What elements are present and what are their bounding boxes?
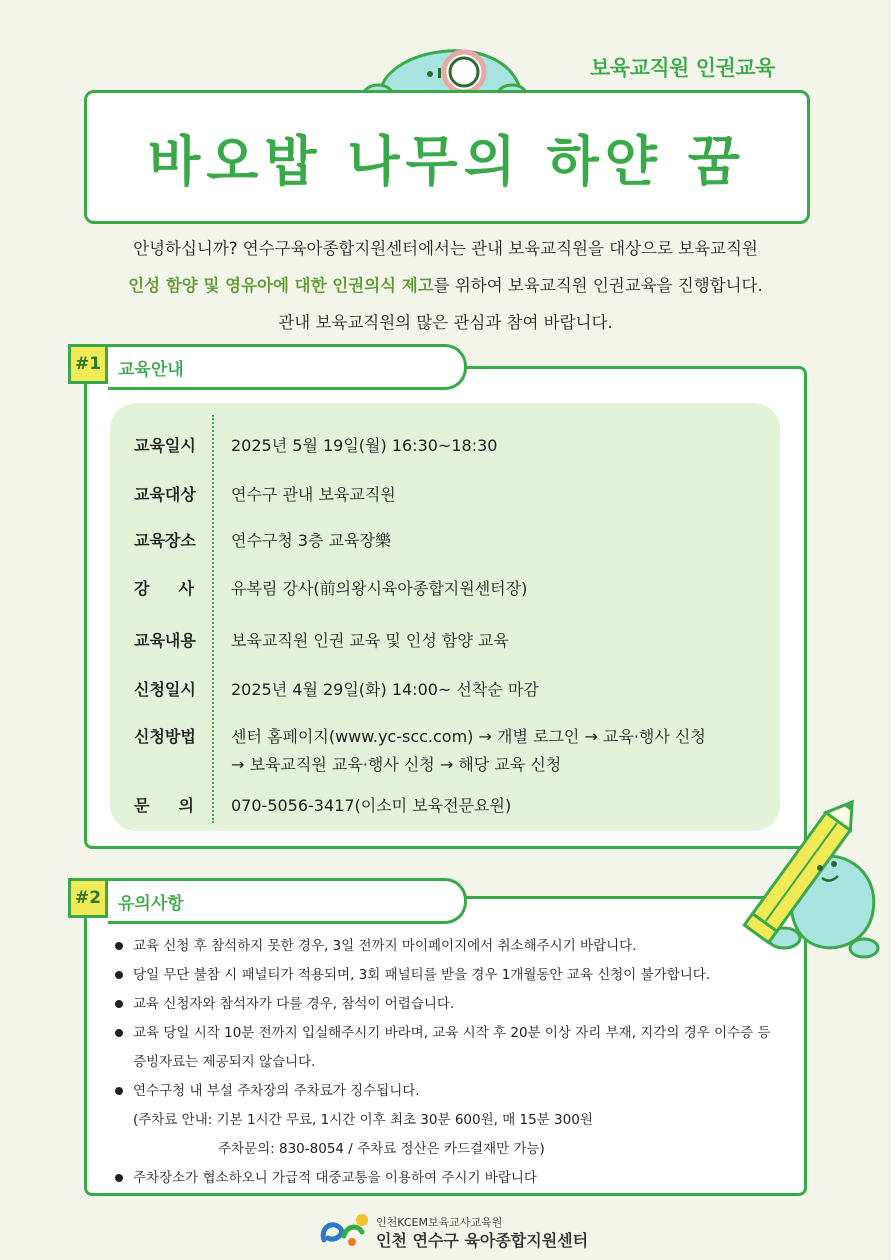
intro-line-1: 안녕하십니까? 연수구육아종합지원센터에서는 관내 보육교직원을 대상으로 보육교직원: [133, 239, 758, 258]
footer-subtitle: 인천KCEM보육교사교육원: [376, 1216, 503, 1229]
section2-title: 유의사항: [118, 893, 184, 914]
info-divider: [212, 415, 214, 823]
page-title: 바오밥 나무의 하얀 꿈: [148, 129, 746, 193]
value-content: 보육교직원 인권 교육 및 인성 함양 교육: [231, 631, 509, 650]
label-contact-a: 문: [134, 796, 150, 815]
parking-contact-info: 주차문의: 830-8054 / 주차료 정산은 카드결재만 가능): [218, 1141, 545, 1157]
value-lecturer: 유복림 강사(前의왕시육아종합지원센터장): [231, 579, 528, 598]
section2-number: #2: [68, 878, 108, 918]
label-lecturer: [134, 576, 194, 599]
intro-highlight: 인성 함양 및 영유아에 대한 인권의식 제고: [128, 276, 434, 295]
parking-fee-info: (주차료 안내: 기본 1시간 무료, 1시간 이후 최초 30분 600원, 매 15분 300원: [133, 1112, 593, 1128]
note-text: 당일 무단 불참 시 패널티가 적용되며, 3회 패널티를 받을 경우 1개월동안 교육 신청이 불가합니다.: [133, 967, 711, 983]
intro-line-3: 관내 보육교직원의 많은 관심과 참여 바랍니다.: [278, 313, 613, 332]
bullet-icon: [115, 1174, 123, 1182]
intro-line-2-rest: 를 위하여 보육교직원 인권교육을 진행합니다.: [433, 276, 763, 295]
bullet-icon: [115, 1000, 123, 1008]
intro-line-2: [0, 272, 891, 296]
label-apply-method: 신청방법: [134, 727, 196, 746]
value-contact: 070-5056-3417(이소미 보육전문요원): [231, 796, 512, 815]
label-date: 교육일시: [134, 436, 196, 455]
section1-header: [68, 344, 467, 390]
section2-tab: [108, 878, 467, 924]
note-text: 교육 신청자와 참석자가 다를 경우, 참석이 어렵습니다.: [133, 996, 455, 1012]
value-location: 연수구청 3층 교육장樂: [231, 531, 391, 550]
value-target: 연수구 관내 보육교직원: [231, 485, 396, 504]
section1-tab: [108, 344, 467, 390]
label-contact-b: 의: [178, 796, 194, 815]
label-lecturer-b: 사: [178, 579, 194, 598]
header-tag: 보육교직원 인권교육: [590, 56, 775, 80]
note-item: [115, 963, 710, 983]
note-item: [115, 1079, 420, 1099]
note-text: 교육 신청 후 참석하지 못한 경우, 3일 전까지 마이페이지에서 취소해주시기 바랍니다.: [133, 938, 637, 954]
label-target: 교육대상: [134, 485, 196, 504]
bullet-icon: [115, 942, 123, 950]
label-lecturer-a: 강: [134, 579, 150, 598]
section1-number: #1: [68, 344, 108, 384]
bullet-icon: [115, 1087, 123, 1095]
title-box: [84, 90, 810, 224]
section1-title: 교육안내: [118, 359, 184, 380]
note-item: [115, 992, 454, 1012]
note-continuation: 증빙자료는 제공되지 않습니다.: [133, 1054, 316, 1070]
value-apply-date: 2025년 4월 29일(화) 14:00~ 선착순 마감: [231, 680, 539, 699]
note-item: [115, 934, 636, 954]
bullet-icon: [115, 971, 123, 979]
value-apply-method: 센터 홈페이지(www.yc-scc.com) → 개별 로그인 → 교육·행사 신청: [231, 727, 706, 746]
pencil-mascot-illustration: [722, 798, 888, 968]
note-text: 연수구청 내 부설 주차장의 주차료가 징수됩니다.: [133, 1083, 420, 1099]
value-date: 2025년 5월 19일(월) 16:30~18:30: [231, 436, 498, 455]
footer-title: 인천 연수구 육아종합지원센터: [376, 1231, 589, 1250]
label-contact: [134, 793, 194, 816]
note-item: [115, 1166, 537, 1186]
label-location: 교육장소: [134, 531, 196, 550]
section2-header: [68, 878, 467, 924]
note-text: 교육 당일 시작 10분 전까지 입실해주시기 바라며, 교육 시작 후 20분 이상 자리 부재, 지각의 경우 이수증 등: [133, 1025, 771, 1041]
label-content: 교육내용: [134, 631, 196, 650]
value-apply-method-2: → 보육교직원 교육·행사 신청 → 해당 교육 신청: [231, 755, 562, 774]
bullet-icon: [115, 1029, 123, 1037]
note-text: 주차장소가 협소하오니 가급적 대중교통을 이용하여 주시기 바랍니다: [133, 1170, 537, 1186]
center-logo-icon: [318, 1210, 372, 1250]
label-apply-date: 신청일시: [134, 680, 196, 699]
note-item: [115, 1021, 771, 1041]
